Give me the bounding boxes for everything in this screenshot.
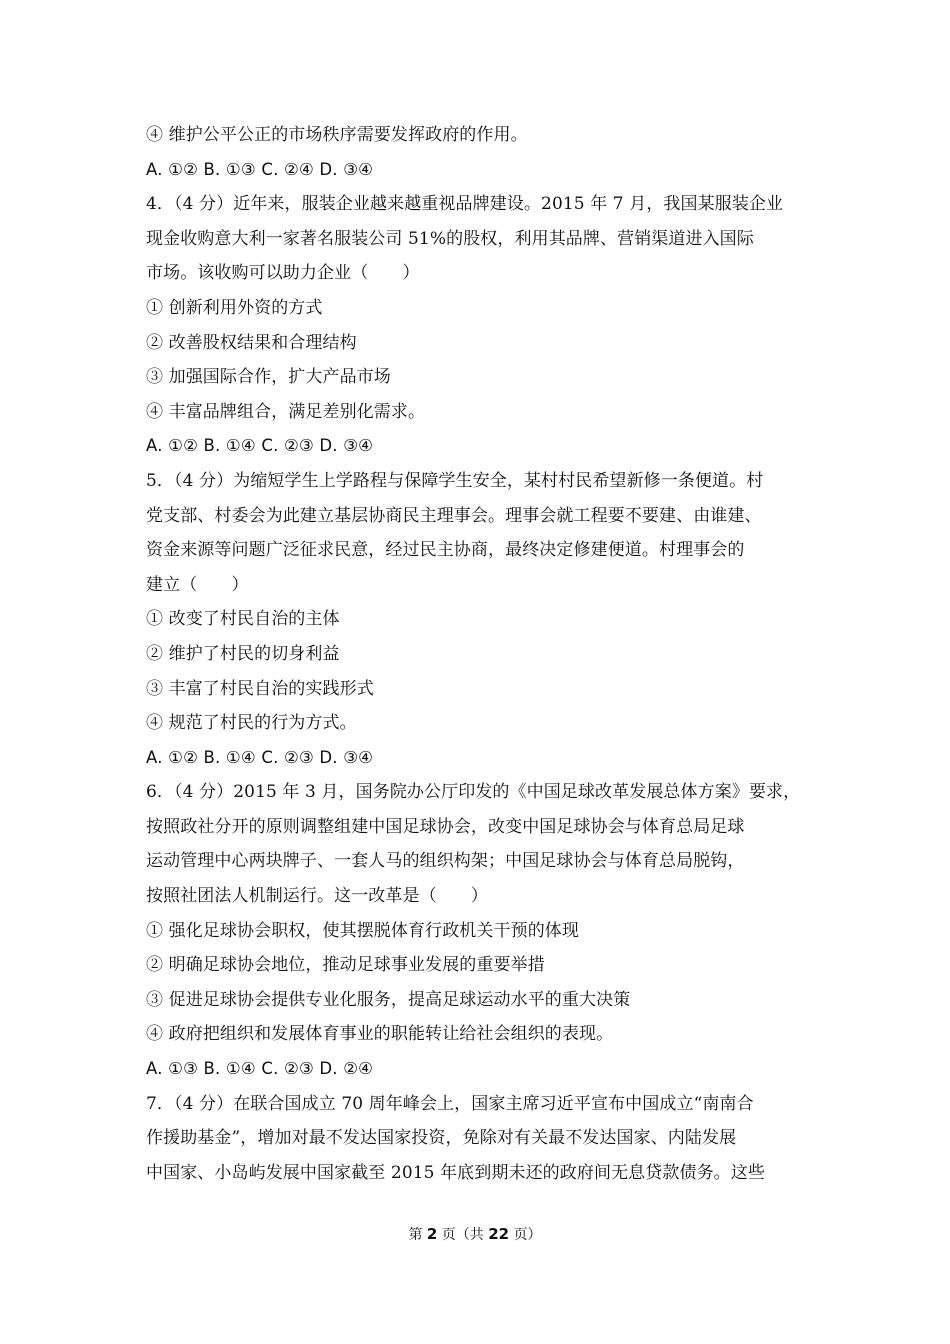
text-line: 7．（4 分）在联合国成立 70 周年峰会上，国家主席习近平宣布中国成立“南南合 [146,1093,754,1114]
page-footer [0,1224,950,1244]
text-line: 党支部、村委会为此建立基层协商民主理事会。理事会就工程要不要建、由谁建、 [146,505,762,526]
text-line: 中国家、小岛屿发展中国家截至 2015 年底到期未还的政府间无息贷款债务。这些 [146,1162,765,1183]
text-line: ④ 规范了村民的行为方式。 [146,713,357,734]
text-line: 资金来源等问题广泛征求民意，经过民主协商，最终决定修建便道。村理事会的 [146,540,745,561]
text-line: 现金收购意大利一家著名服装公司 51%的股权，利用其品牌、营销渠道进入国际 [146,228,754,249]
text-line: 按照社团法人机制运行。这一改革是（ ） [146,886,488,907]
text-line: 作援助基金”，增加对最不发达国家投资，免除对有关最不发达国家、内陆发展 [146,1128,737,1149]
text-line: 4．（4 分）近年来，服装企业越来越重视品牌建设。2015 年 7 月，我国某服装企业 [146,194,784,215]
footer-total-pages: 22 [488,1225,510,1243]
text-line: ① 改变了村民自治的主体 [146,609,340,630]
text-line: ③ 加强国际合作，扩大产品市场 [146,367,391,388]
text-line: ② 维护了村民的切身利益 [146,643,340,664]
footer-middle: 页（共 [437,1227,489,1243]
text-line: 5．（4 分）为缩短学生上学路程与保障学生安全，某村村民希望新修一条便道。村 [146,470,764,491]
text-line: ① 创新利用外资的方式 [146,297,323,318]
text-line: ③ 促进足球协会提供专业化服务，提高足球运动水平的重大决策 [146,989,631,1010]
text-line: ② 改善股权结果和合理结构 [146,332,357,353]
text-line: ① 强化足球协会职权，使其摆脱体育行政机关干预的体现 [146,920,580,941]
text-line: 按照政社分开的原则调整组建中国足球协会，改变中国足球协会与体育总局足球 [146,816,745,837]
answer-choices-line: A. ①② B. ①③ C. ②④ D. ③④ [146,159,374,179]
text-line: ④ 政府把组织和发展体育事业的职能转让给社会组织的表现。 [146,1024,614,1045]
footer-suffix: 页） [509,1227,542,1243]
text-line: 运动管理中心两块牌子、一套人马的组织构架；中国足球协会与体育总局脱钩， [146,851,745,872]
text-line: 市场。该收购可以助力企业（ ） [146,263,420,284]
footer-page-number: 2 [426,1225,438,1243]
text-line: ④ 丰富品牌组合，满足差别化需求。 [146,401,426,422]
answer-choices-line: A. ①② B. ①④ C. ②③ D. ③④ [146,747,374,767]
footer-prefix: 第 [408,1227,427,1243]
text-line: 建立（ ） [146,574,249,595]
document-body [146,118,810,1190]
answer-choices-line: A. ①③ B. ①④ C. ②③ D. ②④ [146,1059,374,1079]
text-line: ③ 丰富了村民自治的实践形式 [146,678,374,699]
text-line: 6．（4 分）2015 年 3 月，国务院办公厅印发的《中国足球改革发展总体方案》要求， [146,782,801,803]
text-line: ② 明确足球协会地位，推动足球事业发展的重要举措 [146,955,545,976]
answer-choices-line: A. ①② B. ①④ C. ②③ D. ③④ [146,436,374,456]
text-line: ④ 维护公平公正的市场秩序需要发挥政府的作用。 [146,125,528,145]
